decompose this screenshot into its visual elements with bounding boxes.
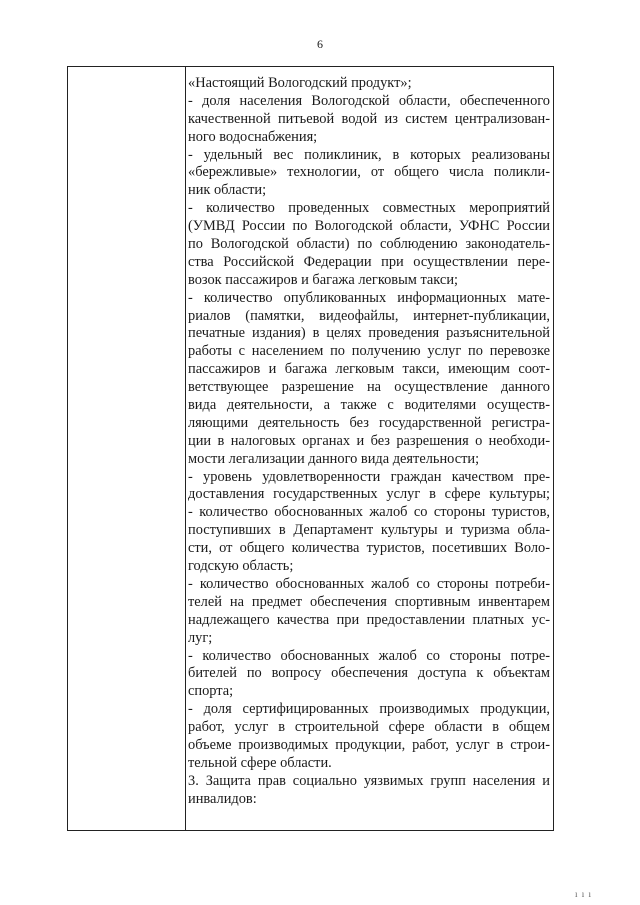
document-table (67, 66, 554, 831)
table-cell-text (188, 75, 550, 809)
text-line: - количество обоснованных жалоб со стороны потре- (188, 647, 550, 664)
text-line: спорта; (188, 683, 234, 700)
text-line: возок пассажиров и багажа легковым такси; (188, 271, 459, 288)
text-line: «бережливые» технологии, от общего числа поликли- (188, 164, 550, 181)
text-line: риалов (памятки, видеофайлы, интернет-публикации, (188, 307, 550, 324)
text-line: телей на предмет обеспечения спортивным инвентарем (188, 593, 550, 610)
text-line: - количество опубликованных информационных мате- (188, 289, 550, 306)
text-line: надлежащего качества при предоставлении платных ус- (188, 611, 550, 628)
text-line: инвалидов: (188, 790, 257, 807)
text-line: ного водоснабжения; (188, 128, 318, 145)
text-line: доставления государственных услуг в сфере культуры; (188, 486, 550, 503)
corner-mark: ı ı ı (574, 889, 592, 899)
page-number: 6 (317, 37, 323, 51)
text-line: ветствующее разрешение на осуществление данного (188, 379, 550, 396)
text-line: поступивших в Департамент культуры и туризма обла- (188, 522, 550, 539)
text-line: ции в налоговых органах и без разрешения о необходи- (188, 432, 550, 449)
text-line: качественной питьевой водой из систем централизован- (188, 110, 550, 127)
text-line: - количество проведенных совместных мероприятий (188, 200, 550, 217)
text-line: годскую область; (188, 558, 294, 575)
text-line: печатные издания) в целях проведения разъяснительной (188, 325, 550, 342)
text-line: бителей по вопросу обеспечения доступа к объектам (188, 665, 550, 682)
text-line: - количество обоснованных жалоб со стороны потреби- (188, 575, 550, 592)
text-line: ляющими деятельность без государственной регистра- (188, 414, 550, 431)
text-line: работы с населением по получению услуг по перевозке (188, 343, 550, 360)
text-line: - уровень удовлетворенности граждан качеством пре- (188, 468, 550, 485)
text-line: ник области; (188, 182, 267, 199)
text-line: тельной сфере области. (188, 754, 332, 771)
text-line: 3. Защита прав социально уязвимых групп населения и (188, 772, 550, 789)
text-line: вида деятельности, а также с водителями осуществ- (188, 397, 550, 414)
text-line: (УМВД России по Вологодской области, УФНС России (188, 218, 550, 235)
text-line: пассажиров и багажа легковым такси, имеющим соот- (188, 361, 550, 378)
text-line: ства Российской Федерации при осуществлении пере- (188, 253, 550, 270)
column-divider (185, 67, 186, 830)
text-line: - удельный вес поликлиник, в которых реализованы (188, 146, 550, 163)
text-line: по Вологодской области) по соблюдению законодатель- (188, 236, 550, 253)
text-line: мости легализации данного вида деятельности; (188, 450, 480, 467)
text-line: - количество обоснованных жалоб со стороны туристов, (188, 504, 550, 521)
text-line: луг; (188, 629, 213, 646)
text-line: «Настоящий Вологодский продукт»; (188, 75, 412, 91)
text-line: сти, от общего количества туристов, посетивших Воло- (188, 540, 550, 557)
text-line: объеме производимых продукции, работ, услуг в строи- (188, 736, 550, 753)
text-line: - доля сертифицированных производимых продукции, (188, 701, 550, 718)
text-line: работ, услуг в строительной сфере области в общем (188, 719, 550, 736)
text-line: - доля населения Вологодской области, обеспеченного (188, 92, 550, 109)
